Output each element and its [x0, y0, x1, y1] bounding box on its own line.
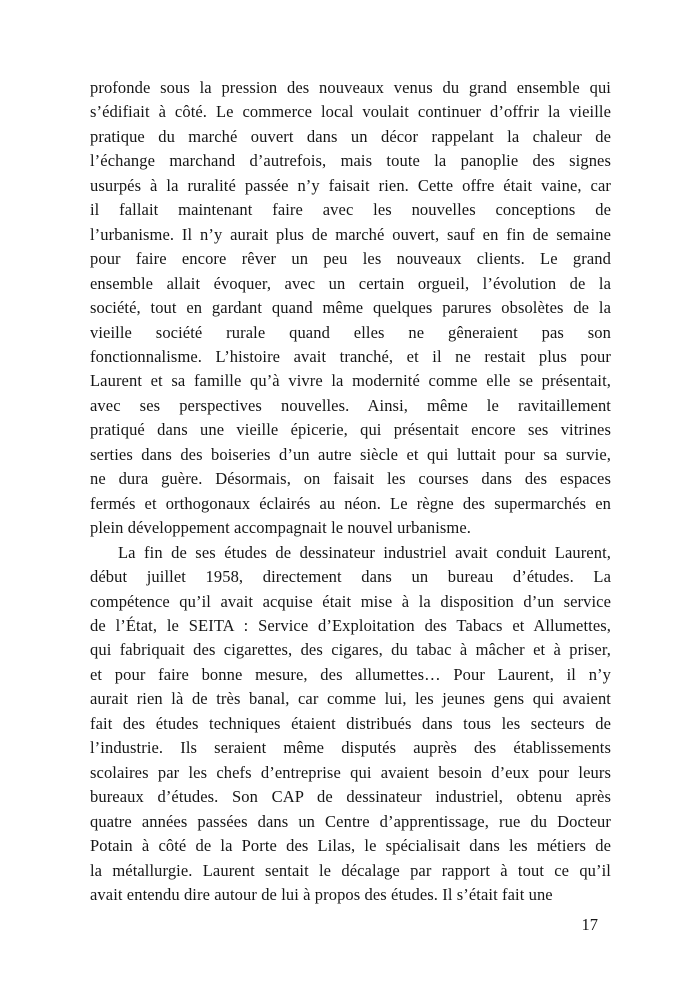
- text-line: ne dura guère. Désormais, on faisait les courses dans des espaces: [90, 469, 611, 489]
- text-line: pour faire encore rêver un peu les nouveaux clients. Le grand: [90, 249, 611, 269]
- text-line: l’échange marchand d’autrefois, mais toute la panoplie des signes: [90, 151, 611, 171]
- text-line: début juillet 1958, directement dans un bureau d’études. La: [90, 567, 611, 587]
- text-line: avec ses perspectives nouvelles. Ainsi, même le ravitaillement: [90, 395, 611, 415]
- text-line: la métallurgie. Laurent sentait le décalage par rapport à tout ce qu’il: [90, 860, 611, 880]
- page-number: 17: [581, 915, 598, 934]
- text-line: fermés et orthogonaux éclairés au néon. Le règne des supermarchés en: [90, 493, 611, 513]
- text-line: s’édifiait à côté. Le commerce local voulait continuer d’offrir la vieille: [90, 102, 611, 122]
- text-line: La fin de ses études de dessinateur industriel avait conduit Laurent,: [118, 542, 611, 562]
- text-line: compétence qu’il avait acquise était mise à la disposition d’un service: [90, 591, 611, 611]
- text-line: il fallait maintenant faire avec les nouvelles conceptions de: [90, 200, 611, 220]
- text-line: qui fabriquait des cigarettes, des cigares, du tabac à mâcher et à priser,: [90, 640, 611, 660]
- text-line: pratique du marché ouvert dans un décor rappelant la chaleur de: [90, 126, 611, 146]
- text-line: l’industrie. Ils seraient même disputés auprès des établissements: [90, 738, 611, 758]
- text-line: plein développement accompagnait le nouvel urbanisme.: [90, 518, 472, 538]
- text-line: ensemble allait évoquer, avec un certain orgueil, l’évolution de la: [90, 273, 611, 293]
- text-line: bureaux d’études. Son CAP de dessinateur industriel, obtenu après: [90, 787, 611, 807]
- text-line: avait entendu dire autour de lui à propos des études. Il s’était fait une: [90, 884, 553, 904]
- text-line: profonde sous la pression des nouveaux venus du grand ensemble qui: [90, 78, 611, 97]
- text-line: usurpés à la ruralité passée n’y faisait rien. Cette offre était vaine, car: [90, 175, 611, 195]
- text-line: aurait rien là de très banal, car comme lui, les jeunes gens qui avaient: [90, 689, 611, 709]
- paragraph: [90, 541, 611, 908]
- text-line: de l’État, le SEITA : Service d’Exploitation des Tabacs et Allumettes,: [90, 615, 611, 635]
- text-line: serties dans des boiseries d’un autre siècle et qui luttait pour sa survie,: [90, 444, 611, 464]
- text-line: Potain à côté de la Porte des Lilas, le spécialisait dans les métiers de: [90, 836, 611, 856]
- text-line: fait des études techniques étaient distribués dans tous les secteurs de: [90, 713, 611, 733]
- text-block: [90, 76, 611, 907]
- text-line: quatre années passées dans un Centre d’apprentissage, rue du Docteur: [90, 811, 611, 831]
- text-line: Laurent et sa famille qu’à vivre la modernité comme elle se présentait,: [90, 371, 611, 391]
- text-line: pratiqué dans une vieille épicerie, qui présentait encore ses vitrines: [90, 420, 611, 440]
- text-line: société, tout en gardant quand même quelques parures obsolètes de la: [90, 298, 611, 318]
- text-line: fonctionnalisme. L’histoire avait tranché, et il ne restait plus pour: [90, 346, 611, 366]
- text-line: vieille société rurale quand elles ne gêneraient pas son: [90, 322, 611, 342]
- text-line: l’urbanisme. Il n’y aurait plus de marché ouvert, sauf en fin de semaine: [90, 224, 611, 244]
- text-line: scolaires par les chefs d’entreprise qui avaient besoin d’eux pour leurs: [90, 762, 611, 782]
- text-line: et pour faire bonne mesure, des allumettes… Pour Laurent, il n’y: [90, 664, 611, 684]
- paragraph: [90, 76, 611, 541]
